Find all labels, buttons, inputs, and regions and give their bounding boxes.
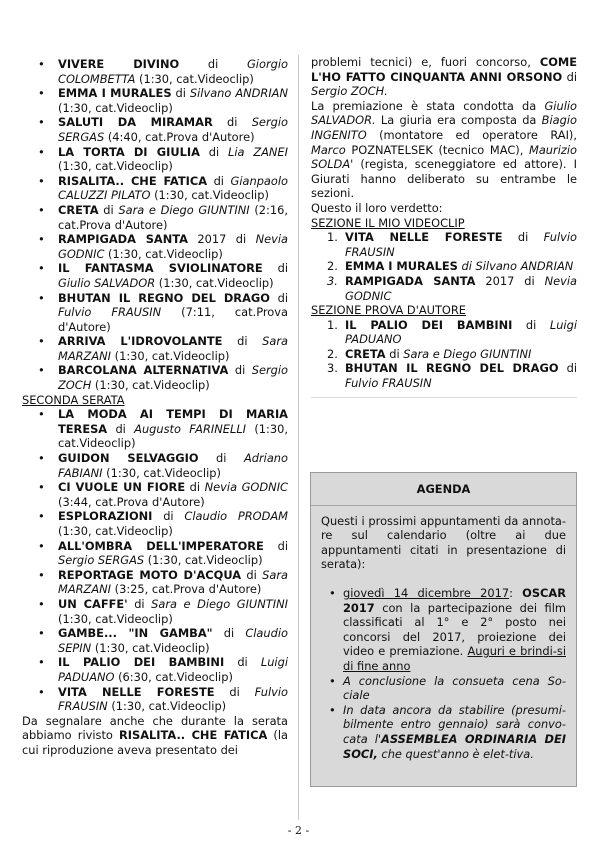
list-item: [22, 291, 288, 335]
result-title: VITA NELLE FORESTE: [345, 230, 503, 245]
list-item: [22, 626, 288, 655]
result-author: Nevia GODNIC: [345, 273, 577, 303]
result-author: Silvano ANDRIAN: [475, 259, 574, 274]
film-by: di: [208, 144, 220, 159]
film-by: di: [223, 626, 235, 641]
result-by: di: [566, 361, 578, 376]
jury-paragraph: La premiazione è stata condotta da Giulio SALVADOR. La giuria era composta da Biagio INGENITO (montatore ed operatore RAI), Marco POZNATELSEK (tecnico MAC), Maurizio SOLDA' (regista, sceneggiatore ed attore). I Giurati hanno deliberato su entrambe le sezioni.: [311, 98, 577, 201]
film-info: (1:30, cat.Videoclip): [58, 100, 173, 115]
film-title: IL FANTASMA SVIOLINATORE: [58, 261, 263, 276]
film-title: IL PALIO DEI BAMBINI: [58, 655, 225, 670]
list-item: [22, 539, 288, 568]
film-info: (1:30, cat.Videoclip): [111, 699, 227, 714]
film-by: di: [115, 421, 126, 436]
list-item: [22, 363, 288, 392]
film-title: SALUTI DA MIRAMAR: [58, 115, 213, 130]
first-evening-list: [22, 57, 288, 393]
list-item: [22, 203, 288, 232]
list-item: [22, 568, 288, 597]
film-author: Claudio SEPIN: [58, 626, 288, 655]
agenda-intro: Questi i prossimi appuntamenti da annota-re sul calendario (oltre ai due appuntamenti citati in presentazione di serata):: [321, 513, 566, 572]
film-title: GUIDON SELVAGGIO: [58, 451, 199, 466]
film-title: CI VUOLE UN FIORE: [58, 480, 186, 495]
closing-paragraph: Da segnalare anche che durante la serata abbiamo rivisto RISALITA.. CHE FATICA (la cui riproduzione aveva presentato dei: [22, 713, 289, 757]
film-info: (1:30, cat.Videoclip): [139, 71, 254, 86]
film-info: (1:30, cat.Videoclip): [147, 553, 263, 568]
result-item: [311, 347, 577, 362]
result-item: [311, 230, 577, 259]
film-title: REPORTAGE MOTO D'ACQUA: [58, 567, 242, 582]
film-author: Luigi PADUANO: [58, 655, 288, 684]
result-title: CRETA: [345, 346, 386, 361]
film-title: ARRIVA L'IDROVOLANTE: [58, 334, 223, 349]
column-divider: [298, 55, 299, 820]
film-by: di: [227, 115, 238, 130]
film-author: Giulio SALVADOR: [58, 275, 156, 290]
result-number: 1.: [327, 230, 338, 245]
section-heading-prova-autore: SEZIONE PROVA D'AUTORE: [311, 303, 466, 318]
film-by: di: [216, 451, 227, 466]
film-info: (6:30, cat.Videoclip): [118, 669, 233, 684]
film-info: (1:30, cat.Videoclip): [94, 378, 210, 393]
film-by: di: [234, 363, 246, 378]
result-by: 2017 di: [485, 273, 535, 288]
result-title: RAMPIGADA SANTA: [345, 273, 476, 288]
film-info: (1:30, cat.Videoclip): [106, 465, 221, 480]
result-author: Fulvio FRAUSIN: [345, 230, 578, 259]
list-item: [22, 407, 288, 451]
result-by: di: [389, 346, 400, 361]
agenda-item-oscar: • giovedì 14 dicembre 2017: OSCAR 2017 con la partecipazione dei film classificati al 1° e 2° posto nei concorsi del 2017, proiezione dei video e premiazione. Auguri e brindi-si di fine anno: [311, 586, 566, 674]
film-title: BARCOLANA ALTERNATIVA: [58, 363, 229, 378]
film-by: di: [237, 334, 248, 349]
film-title: GAMBE... "IN GAMBA": [58, 626, 213, 641]
film-by: di: [189, 480, 201, 495]
film-title: EMMA I MURALES: [58, 86, 172, 101]
result-by: di: [517, 230, 529, 245]
film-author: Nevia GODNIC: [58, 232, 288, 261]
result-title: IL PALIO DEI BAMBINI: [345, 317, 513, 332]
film-by: di: [163, 509, 174, 524]
verdict-intro: Questo il loro verdetto:: [311, 200, 443, 215]
result-item: [311, 259, 577, 274]
result-number: 2.: [327, 259, 338, 274]
result-by: di: [461, 259, 472, 274]
film-info: (3:25, cat.Prova d'Autore): [114, 582, 262, 597]
agenda-box: [310, 472, 577, 787]
agenda-item-cena: • A conclusione la consueta cena So-ciale: [311, 674, 566, 703]
film-author: Nevia GODNIC: [204, 480, 289, 495]
section-heading-videoclip: SEZIONE IL MIO VIDEOCLIP: [311, 215, 465, 230]
film-author: Fulvio FRAUSIN: [58, 305, 162, 320]
list-item: [22, 655, 288, 684]
result-item: [311, 361, 577, 390]
film-title: RAMPIGADA SANTA: [58, 232, 188, 247]
list-item: [22, 174, 288, 203]
list-item: [22, 261, 288, 290]
film-by: di: [175, 86, 186, 101]
film-by: di: [229, 684, 240, 699]
right-column: [311, 55, 577, 398]
film-by: di: [277, 261, 288, 276]
separator-line: [311, 397, 577, 398]
film-by: di: [277, 538, 288, 553]
list-item: [22, 57, 288, 86]
film-author: Lia ZANEI: [227, 144, 288, 159]
film-title: ESPLORAZIONI: [58, 509, 153, 524]
film-info: (1:30, cat.Videoclip): [58, 524, 173, 538]
list-item: [22, 480, 288, 509]
film-by: di: [277, 290, 288, 305]
prova-autore-results: [311, 318, 577, 391]
film-by: di: [207, 57, 219, 71]
film-info: (1:30, cat.Videoclip): [58, 421, 288, 451]
list-item: [22, 451, 288, 480]
film-author: Sara MARZANI: [58, 567, 288, 597]
result-item: [311, 274, 577, 303]
continuation-paragraph: problemi tecnici) e, fuori concorso, COME L'HO FATTO CINQUANTA ANNI ORSONO di Sergio ZOCH.: [311, 55, 577, 99]
film-info: (1:30, cat.Videoclip): [58, 611, 173, 626]
list-item: [22, 232, 288, 261]
film-author: Sergio SERGAS: [58, 115, 288, 144]
film-author: Sergio ZOCH: [58, 363, 289, 393]
film-info: (7:11, cat.Prova d'Autore): [58, 305, 288, 334]
film-title: VIVERE DIVINO: [58, 57, 180, 71]
film-author: Sara e Diego GIUNTINI: [151, 596, 288, 611]
agenda-list: [311, 586, 576, 761]
result-number: 1.: [327, 317, 338, 332]
result-number: 2.: [327, 346, 338, 361]
videoclip-results: [311, 230, 577, 303]
left-column: [22, 57, 288, 758]
film-info: (1:30, cat.Videoclip): [154, 188, 269, 203]
result-title: BHUTAN IL REGNO DEL DRAGO: [345, 361, 559, 376]
film-author: Silvano ANDRIAN: [189, 86, 288, 101]
list-item: [22, 145, 288, 174]
film-by: di: [213, 173, 224, 188]
film-info: (1:30, cat.Videoclip): [94, 640, 210, 655]
list-item: [22, 509, 288, 538]
agenda-item-assemblea: • In data ancora da stabilire (presumi-bilmente entro gennaio) sarà convo-cata l'ASSEMBLEA ORDINARIA DEI SOCI, che quest'anno è elet-tiva.: [311, 703, 566, 761]
film-author: Augusto FARINELLI: [134, 421, 247, 436]
film-info: (1:30, cat.Videoclip): [108, 246, 223, 261]
film-by: di: [134, 596, 145, 611]
film-author: Sara MARZANI: [58, 334, 288, 363]
film-title: BHUTAN IL REGNO DEL DRAGO: [58, 290, 270, 305]
film-title: VITA NELLE FORESTE: [58, 684, 215, 699]
result-author: Fulvio FRAUSIN: [345, 376, 432, 391]
film-info: (4:40, cat.Prova d'Autore): [107, 129, 255, 144]
result-author: Luigi PADUANO: [345, 317, 577, 347]
film-info: (1:30, cat.Videoclip): [58, 159, 173, 174]
film-author: Gianpaolo CALUZZI PILATO: [58, 173, 289, 203]
section-heading-second-evening: SECONDA SERATA: [22, 392, 125, 407]
result-number: 3.: [327, 273, 338, 288]
film-by: di: [246, 567, 257, 582]
list-item: [22, 685, 288, 714]
page-number: - 2 -: [287, 824, 310, 837]
film-title: LA TORTA DI GIULIA: [58, 144, 200, 159]
film-author: Adriano FABIANI: [58, 451, 288, 480]
film-author: Sara e Diego GIUNTINI: [118, 202, 250, 217]
film-info: (1:30, cat.Videoclip): [158, 275, 274, 290]
film-info: (1:30, cat.Videoclip): [114, 348, 230, 363]
film-by: di: [237, 655, 248, 670]
film-info: (3:44, cat.Prova d'Autore): [58, 494, 205, 509]
result-author: Sara e Diego GIUNTINI: [403, 346, 532, 361]
film-author: Claudio PRODAM: [184, 509, 289, 524]
film-author: Giorgio COLOMBETTA: [58, 57, 288, 86]
result-by: di: [525, 317, 537, 332]
film-by: di: [103, 202, 114, 217]
film-title: RISALITA.. CHE FATICA: [58, 173, 208, 188]
agenda-title: AGENDA: [416, 482, 471, 496]
list-item: [22, 597, 288, 626]
film-title: UN CAFFE': [58, 596, 128, 611]
film-info: (2:16, cat.Prova d'Autore): [58, 202, 288, 232]
film-author: Fulvio FRAUSIN: [58, 684, 289, 714]
list-item: [22, 115, 288, 144]
result-number: 3.: [327, 361, 338, 376]
result-item: [311, 318, 577, 347]
film-title: ALL'OMBRA DELL'IMPERATORE: [58, 538, 264, 553]
result-title: EMMA I MURALES: [345, 259, 458, 274]
list-item: [22, 334, 288, 363]
second-evening-list: [22, 407, 288, 713]
film-by: 2017 di: [197, 232, 247, 247]
film-author: Sergio SERGAS: [58, 553, 145, 568]
list-item: [22, 86, 288, 115]
film-title: LA MODA AI TEMPI DI MARIA TERESA: [58, 407, 288, 436]
film-title: CRETA: [58, 202, 99, 217]
